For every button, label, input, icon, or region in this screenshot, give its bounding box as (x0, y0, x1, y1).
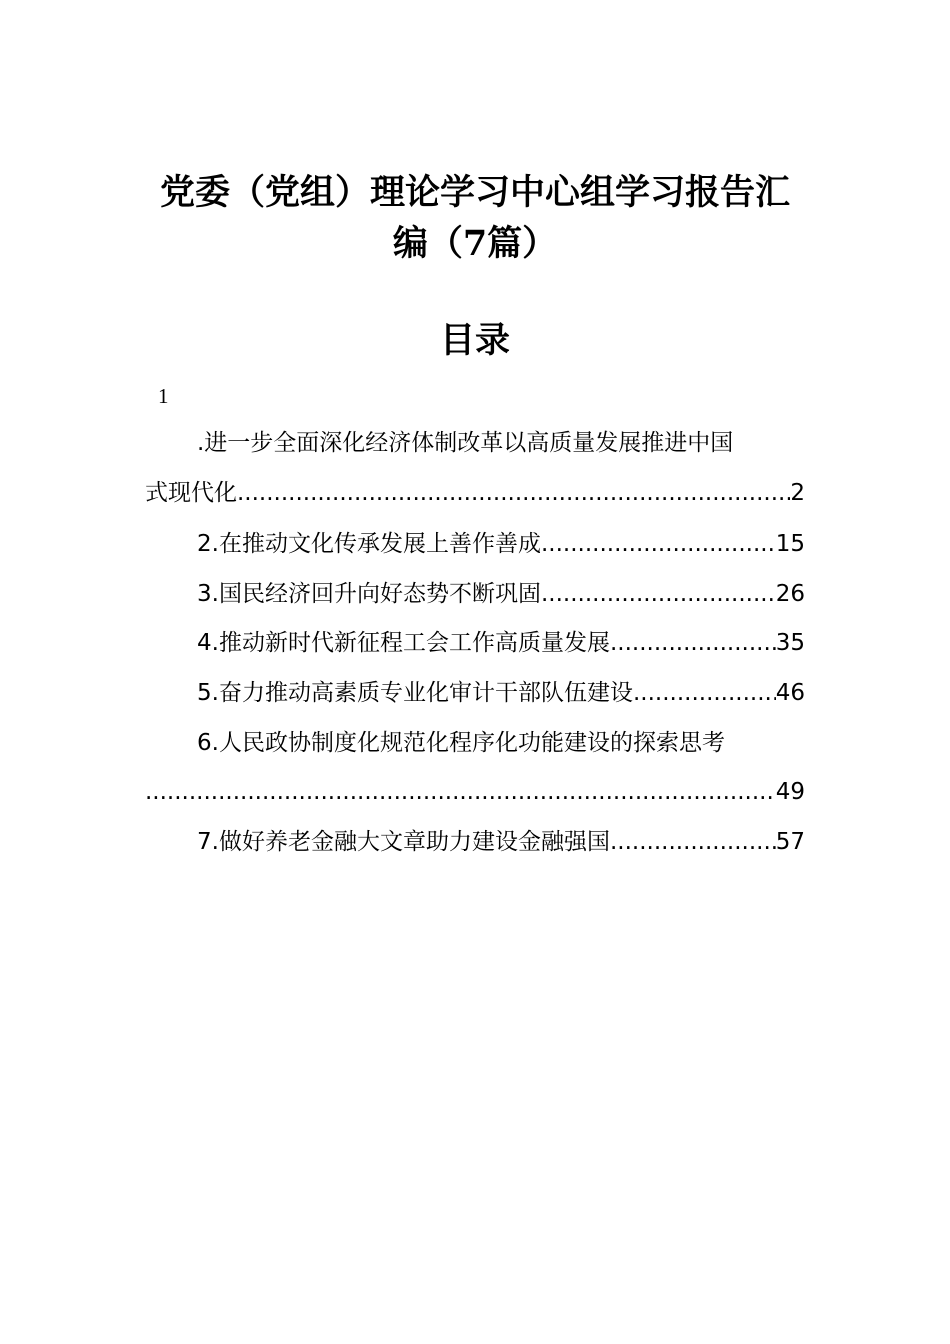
toc-leader-dots (237, 476, 790, 510)
toc-entry-text: .进一步全面深化经济体制改革以高质量发展推进中国 (197, 430, 734, 456)
toc-entry-text: 6.人民政协制度化规范化程序化功能建设的探索思考 (197, 730, 725, 756)
toc-leader-dots (610, 626, 776, 660)
toc-entry-1-line-1[interactable] (197, 426, 805, 460)
toc-page-number: 49 (775, 779, 805, 805)
toc-page-number: 26 (775, 581, 805, 607)
toc-leader-dots (541, 527, 776, 561)
toc-entry-text: 3.国民经济回升向好态势不断巩固 (197, 581, 541, 607)
toc-leader-dots (610, 825, 776, 859)
document-title-line-2: 编（7篇） (392, 223, 558, 264)
toc-entry-text: 2.在推动文化传承发展上善作善成 (197, 531, 541, 557)
toc-entry-text: 5.奋力推动高素质专业化审计干部队伍建设 (197, 680, 633, 706)
toc-heading: 目录 (439, 320, 510, 361)
toc-entry-text: 式现代化 (145, 480, 237, 506)
toc-entry-5[interactable] (197, 676, 805, 710)
toc-leader-dots (633, 676, 776, 710)
toc-entry-2[interactable] (197, 527, 805, 561)
toc-leader-dots (541, 577, 776, 611)
toc-entry-7[interactable] (197, 825, 805, 859)
document-title-line-1: 党委（党组）理论学习中心组学习报告汇 (159, 172, 790, 213)
toc-stray-number: 1 (158, 384, 169, 408)
toc-entry-6-line-2[interactable] (145, 775, 805, 809)
toc-leader-dots (145, 775, 776, 809)
toc-entry-text: 4.推动新时代新征程工会工作高质量发展 (197, 630, 610, 656)
toc-page-number: 2 (790, 480, 805, 506)
toc-entry-text: 7.做好养老金融大文章助力建设金融强国 (197, 829, 610, 855)
toc-page-number: 57 (775, 829, 805, 855)
toc-entry-4[interactable] (197, 626, 805, 660)
toc-entry-6-line-1[interactable] (197, 726, 805, 760)
toc-page-number: 46 (775, 680, 805, 706)
toc-entry-1-line-2[interactable] (145, 476, 805, 510)
toc-entry-3[interactable] (197, 577, 805, 611)
toc-page-number: 15 (775, 531, 805, 557)
toc-page-number: 35 (775, 630, 805, 656)
